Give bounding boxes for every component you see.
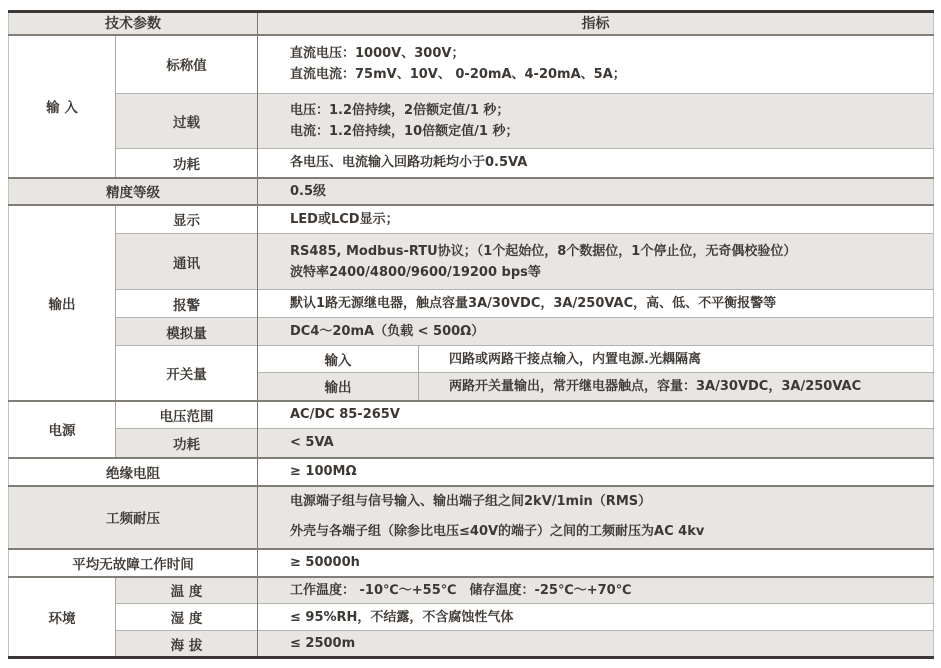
row-analog-value: DC4～20mA（负载 < 500Ω）: [258, 318, 934, 346]
withstand-line2: 外壳与各端子组（除参比电压≤40V的端子）之间的工频耐压为AC 4kv: [290, 524, 705, 539]
row-overload: [9, 94, 934, 149]
row-overload-value: [258, 94, 934, 149]
header-index-cell: 指标: [258, 12, 934, 35]
row-nominal: [9, 35, 934, 94]
group-supply-cell: 电源: [9, 401, 116, 458]
row-switch-label: 开关量: [116, 346, 258, 401]
row-temp-label: 温 度: [116, 577, 258, 604]
row-overload-label: 过载: [116, 94, 258, 149]
header-row: [9, 12, 934, 35]
nominal-line1: 直流电压：1000V、300V；: [290, 46, 465, 62]
row-analog: [9, 318, 934, 346]
row-switch-in: [9, 346, 934, 373]
row-comm: [9, 234, 934, 290]
group-input-cell: 输 入: [9, 35, 116, 178]
group-env-cell: 环境: [9, 577, 116, 658]
row-humidity-label: 湿 度: [116, 604, 258, 631]
row-display-label: 显示: [116, 205, 258, 234]
group-output-cell: 输出: [9, 205, 116, 401]
row-switch-out-label: 输出: [258, 373, 419, 401]
row-comm-value: [258, 234, 934, 290]
row-altitude: [9, 631, 934, 658]
comm-line1: RS485, Modbus-RTU协议；（1个起始位，8个数据位，1个停止位，无奇偶校验位）: [290, 243, 797, 259]
row-mtbf-value: ≥ 50000h: [258, 549, 934, 577]
row-supply-consumption-value: < 5VA: [258, 429, 934, 458]
row-analog-label: 模拟量: [116, 318, 258, 346]
row-temp-value: 工作温度： -10℃～+55℃ 储存温度：-25℃～+70℃: [258, 577, 934, 604]
comm-line2: 波特率2400/4800/9600/19200 bps等: [290, 264, 541, 280]
row-withstand-value: [258, 486, 934, 549]
row-comm-label: 通讯: [116, 234, 258, 290]
row-voltage-range: [9, 401, 934, 429]
row-altitude-label: 海 拔: [116, 631, 258, 658]
row-mtbf-label: 平均无故障工作时间: [9, 549, 258, 577]
row-supply-consumption-label: 功耗: [116, 429, 258, 458]
row-insulation: [9, 458, 934, 486]
row-insulation-value: ≥ 100MΩ: [258, 458, 934, 486]
row-supply-consumption: [9, 429, 934, 458]
row-accuracy-value: 0.5级: [258, 178, 934, 205]
row-input-consumption: [9, 149, 934, 178]
overload-line2: 电流：1.2倍持续，10倍额定值/1 秒；: [290, 124, 519, 139]
row-insulation-label: 绝缘电阻: [9, 458, 258, 486]
nominal-line2: 直流电流：75mV、10V、 0-20mA、4-20mA、5A；: [290, 67, 626, 83]
row-humidity-value: ≤ 95%RH，不结露，不含腐蚀性气体: [258, 604, 934, 631]
row-nominal-value: [258, 35, 934, 94]
row-switch-out-value: 两路开关量输出，常开继电器触点，容量：3A/30VDC，3A/250VAC: [419, 373, 934, 401]
row-display: [9, 205, 934, 234]
row-withstand: [9, 486, 934, 549]
row-switch-in-value: 四路或两路干接点输入，内置电源.光耦隔离: [419, 346, 934, 373]
row-voltage-range-label: 电压范围: [116, 401, 258, 429]
row-display-value: LED或LCD显示；: [258, 205, 934, 234]
row-alarm-value: 默认1路无源继电器，触点容量3A/30VDC，3A/250VAC，高、低、不平衡报警等: [258, 290, 934, 318]
overload-line1: 电压：1.2倍持续，2倍额定值/1 秒；: [290, 103, 510, 118]
row-humidity: [9, 604, 934, 631]
withstand-line1: 电源端子组与信号输入、输出端子组之间2kV/1min（RMS）: [290, 494, 652, 509]
row-altitude-value: ≤ 2500m: [258, 631, 934, 658]
row-nominal-label: 标称值: [116, 35, 258, 94]
header-params-cell: 技术参数: [9, 12, 258, 35]
row-voltage-range-value: AC/DC 85-265V: [258, 401, 934, 429]
row-mtbf: [9, 549, 934, 577]
row-temp: [9, 577, 934, 604]
row-alarm: [9, 290, 934, 318]
row-input-consumption-value: 各电压、电流输入回路功耗均小于0.5VA: [258, 149, 934, 178]
spec-table: [8, 10, 934, 659]
row-withstand-label: 工频耐压: [9, 486, 258, 549]
row-alarm-label: 报警: [116, 290, 258, 318]
row-accuracy-label: 精度等级: [9, 178, 258, 205]
row-accuracy: [9, 178, 934, 205]
row-input-consumption-label: 功耗: [116, 149, 258, 178]
row-switch-in-label: 输入: [258, 346, 419, 373]
